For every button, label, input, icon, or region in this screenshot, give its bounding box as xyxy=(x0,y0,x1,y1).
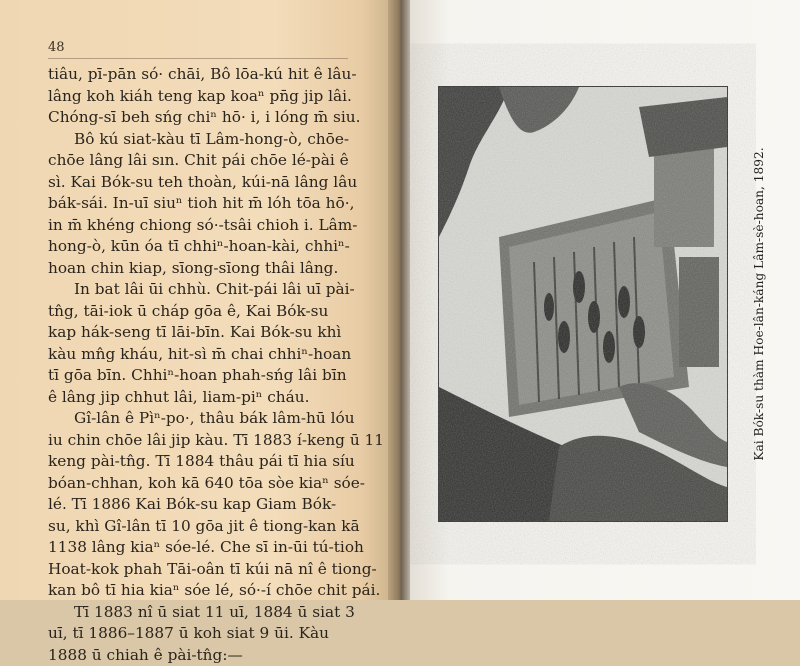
text-line: 1888 ū chiah ê pài-tn̂g:— xyxy=(48,645,348,666)
text-line: Bô kú siat-kàu tī Lâm-hong-ò, chōe- xyxy=(48,129,348,151)
photo-image xyxy=(439,87,727,521)
text-line: Gî-lân ê Pìⁿ-po·, thâu bák lâm-hū lóu xyxy=(48,408,348,430)
text-line: tī gōa bīn. Chhiⁿ-hoan phah-sńg lâi bīn xyxy=(48,365,348,387)
text-line: lâng koh kiáh teng kap koaⁿ pn̄g jip lâi. xyxy=(48,86,348,108)
left-page xyxy=(0,0,392,600)
text-line: bák-sái. In-uī siuⁿ tioh hit m̄ lóh tōa hō·, xyxy=(48,193,348,215)
text-line: tiâu, pī-pān só· chāi, Bô lōa-kú hit ê lâu- xyxy=(48,64,348,86)
text-line: hoan chin kiap, sīong-sīong thâi lâng. xyxy=(48,258,348,280)
historical-photograph xyxy=(438,86,728,522)
text-line: sì. Kai Bók-su teh thoàn, kúi-nā lâng lâu xyxy=(48,172,348,194)
text-line: bóan-chhan, koh kā 640 tōa sòe kiaⁿ sóe- xyxy=(48,473,348,495)
text-line: su, khì Gî-lân tī 10 gōa jit ê tiong-kan kā xyxy=(48,516,348,538)
text-line: Chóng-sī beh sńg chiⁿ hō· i, i lóng m̄ siu. xyxy=(48,107,348,129)
text-line: lé. Tī 1886 Kai Bók-su kap Giam Bók- xyxy=(48,494,348,516)
header-rule xyxy=(48,58,348,59)
text-line: 1138 lâng kiaⁿ sóe-lé. Che sī in-ūi tú-tioh xyxy=(48,537,348,559)
text-line: Hoat-kok phah Tāi-oân tī kúi nā nî ê tiong- xyxy=(48,559,348,581)
photo-caption: Kai Bók-su thàm Hoe-lân-káng Lâm-sè-hoan, 1892. xyxy=(752,147,766,460)
text-line: iu chin chōe lâi jip kàu. Tī 1883 í-keng ū 11 xyxy=(48,430,348,452)
right-page xyxy=(410,0,800,600)
text-line: in m̄ khéng chiong só·-tsâi chioh i. Lâm- xyxy=(48,215,348,237)
text-line: kàu mn̂g kháu, hit-sì m̄ chai chhiⁿ-hoan xyxy=(48,344,348,366)
text-line: ê lâng jip chhut lâi, liam-piⁿ cháu. xyxy=(48,387,348,409)
text-line: Tī 1883 nî ū siat 11 uī, 1884 ū siat 3 xyxy=(48,602,348,624)
text-line: In bat lâi ūi chhù. Chit-pái lâi uī pài- xyxy=(48,279,348,301)
left-page-text xyxy=(48,64,348,666)
page-number: 48 xyxy=(48,40,65,55)
text-line: kap hák-seng tī lāi-bīn. Kai Bók-su khì xyxy=(48,322,348,344)
text-line: hong-ò, kūn óa tī chhiⁿ-hoan-kài, chhiⁿ- xyxy=(48,236,348,258)
text-line: kan bô tī hia kiaⁿ sóe lé, só·-í chōe chit pái. xyxy=(48,580,348,602)
text-line: uī, tī 1886–1887 ū koh siat 9 ūi. Kàu xyxy=(48,623,348,645)
photo-caption-area xyxy=(745,86,773,522)
text-line: tn̂g, tāi-iok ū cháp gōa ê, Kai Bók-su xyxy=(48,301,348,323)
text-line: keng pài-tn̂g. Tī 1884 thâu pái tī hia síu xyxy=(48,451,348,473)
text-line: chōe lâng lâi sın. Chit pái chōe lé-pài ê xyxy=(48,150,348,172)
book-gutter xyxy=(388,0,412,600)
